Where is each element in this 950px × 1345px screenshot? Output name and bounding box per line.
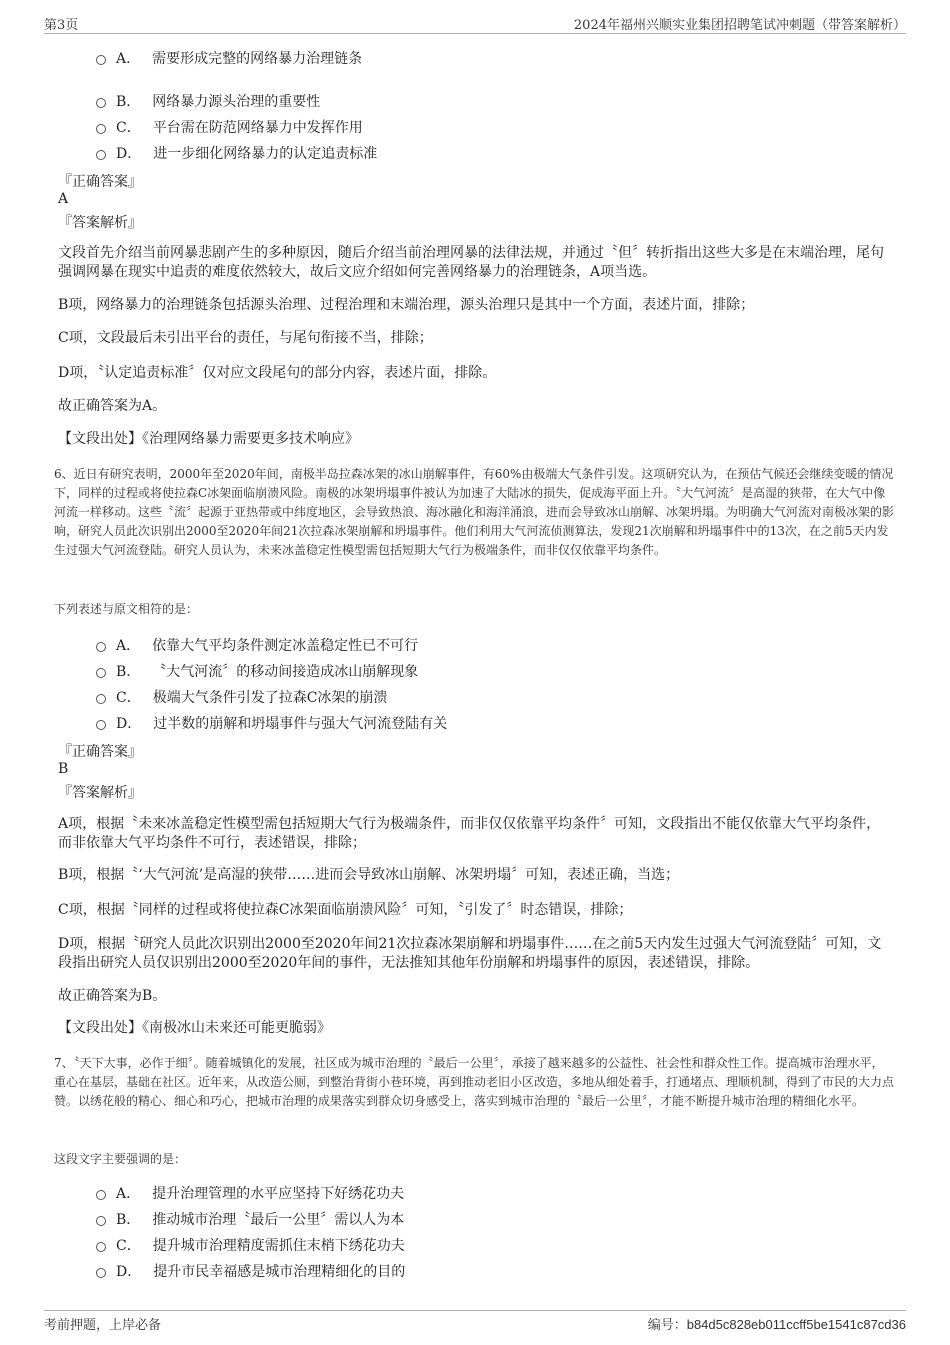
document-code — [648, 1314, 906, 1333]
radio-icon[interactable] — [96, 124, 106, 134]
radio-icon[interactable] — [96, 1268, 106, 1278]
page-number: 第3页 — [44, 18, 79, 33]
radio-icon[interactable] — [96, 642, 106, 652]
q6-conclusion: 故正确答案为B。 — [58, 988, 167, 1004]
radio-icon[interactable] — [96, 1216, 106, 1226]
q5-analysis-para: C项，文段最后未引出平台的责任，与尾句衔接不当，排除； — [58, 330, 433, 346]
q6-analysis-para: C项，根据〝同样的过程或将使拉森C冰架面临崩溃风险〞可知，〝引发了〞时态错误，排除； — [58, 902, 633, 918]
q5-answer-label: 『正确答案』 — [58, 174, 142, 190]
q5-option-d[interactable]: D． 进一步细化网络暴力的认定追责标准 — [96, 143, 377, 163]
q7-option-c[interactable]: C． 提升城市治理精度需抓住末梢下绣花功夫 — [96, 1235, 405, 1255]
q5-source: 【文段出处】《治理网络暴力需要更多技术响应》 — [58, 431, 359, 447]
q6-source: 【文段出处】《南极冰山未来还可能更脆弱》 — [58, 1020, 331, 1036]
radio-icon[interactable] — [96, 98, 106, 108]
q6-analysis-para: A项，根据〝未来冰盖稳定性模型需包括短期大气行为极端条件，而非仅仅依靠平均条件〞可知，文段指出不能仅依靠大气平均条件，而非依靠大气平均条件不可行，表述错误，排除； — [58, 816, 881, 851]
q6-analysis-para: D项，根据〝研究人员此次识别出2000至2020年间21次拉森冰架崩解和坍塌事件……在之前5天内发生过强大气河流登陆〞可知，文段指出研究人员仅识别出2000至2020年间的事件，无法推知其他年份崩解和坍塌事件的原因，表述错误，排除。 — [58, 936, 882, 971]
q6-analysis-para: B项，根据〝‘大气河流’是高湿的狭带……进而会导致冰山崩解、冰架坍塌〞可知，表述正确，当选； — [58, 867, 680, 883]
q6-option-d[interactable]: D． 过半数的崩解和坍塌事件与强大气河流登陆有关 — [96, 713, 447, 733]
q5-option-a[interactable]: A． 需要形成完整的网络暴力治理链条 — [96, 48, 362, 68]
q7-option-b[interactable]: B． 推动城市治理〝最后一公里〞需以人为本 — [96, 1209, 404, 1229]
q6-stem: 6、近日有研究表明，2000年至2020年间，南极半岛拉森冰架的冰山崩解事件，有60%由极端大气条件引发。这项研究认为，在预估气候还会继续变暖的情况下，同样的过程或将使拉森C冰架面临崩溃风险。南极的冰架坍塌事件被认为加速了大陆冰的损失，促成海平面上升。〝大气河流〞是高湿的狭带，在大气中像河流一样移动。这些〝流〞起源于亚热带或中纬度地区，会导致热浪、海冰融化和海洋涌浪，进而会导致冰山崩解、冰架坍塌。为明确大气河流对南极冰架的影响，研究人员此次识别出2000至2020年间21次拉森冰架崩解和坍塌事件。他们利用大气河流侦测算法，发现21次崩解和坍塌事件中的13次，在之前5天内发生过强大气河流登陆。研究人员认为，未来冰盖稳定性模型需包括短期大气行为极端条件，而非仅仅依靠平均条件。 — [54, 467, 895, 557]
q7-option-a[interactable]: A． 提升治理管理的水平应坚持下好绣花功夫 — [96, 1183, 404, 1203]
radio-icon[interactable] — [96, 55, 106, 65]
q7-option-d[interactable]: D． 提升市民幸福感是城市治理精细化的目的 — [96, 1261, 405, 1281]
radio-icon[interactable] — [96, 720, 106, 730]
radio-icon[interactable] — [96, 694, 106, 704]
q5-conclusion: 故正确答案为A。 — [58, 398, 167, 414]
header-divider — [44, 33, 906, 34]
code-label: 编号： — [647, 1318, 687, 1333]
q5-option-b[interactable]: B． 网络暴力源头治理的重要性 — [96, 91, 320, 111]
footer-divider — [44, 1310, 906, 1311]
q6-option-c[interactable]: C． 极端大气条件引发了拉森C冰架的崩溃 — [96, 687, 387, 707]
code-value: b84d5c828eb011ccff5be1541c87cd36 — [686, 1317, 906, 1332]
footer-slogan: 考前押题，上岸必备 — [44, 1318, 162, 1333]
document-title: 2024年福州兴顺实业集团招聘笔试冲刺题（带答案解析） — [573, 18, 906, 33]
q6-answer-label: 『正确答案』 — [58, 744, 142, 760]
q5-answer: A — [58, 191, 69, 207]
radio-icon[interactable] — [96, 1190, 106, 1200]
q5-analysis-para: D项，〝认定追责标准〞仅对应文段尾句的部分内容，表述片面，排除。 — [58, 365, 497, 381]
q6-analysis-label: 『答案解析』 — [58, 785, 142, 801]
q6-prompt: 下列表述与原文相符的是： — [54, 602, 199, 616]
radio-icon[interactable] — [96, 668, 106, 678]
q6-option-b[interactable]: B． 〝大气河流〞的移动间接造成冰山崩解现象 — [96, 661, 418, 681]
q5-analysis-para: 文段首先介绍当前网暴悲剧产生的多种原因，随后介绍当前治理网暴的法律法规，并通过〝但〞转折指出这些大多是在末端治理，尾句强调网暴在现实中追责的难度依然较大，故后文应介绍如何完善网络暴力的治理链条，A项当选。 — [58, 245, 884, 280]
q6-answer: B — [58, 761, 69, 777]
q6-option-a[interactable]: A． 依靠大气平均条件测定冰盖稳定性已不可行 — [96, 635, 418, 655]
q7-prompt: 这段文字主要强调的是： — [54, 1152, 187, 1166]
q7-stem: 7、〝天下大事，必作于细〞。随着城镇化的发展，社区成为城市治理的〝最后一公里〞，承接了越来越多的公益性、社会性和群众性工作。提高城市治理水平，重心在基层，基础在社区。近年来，从改造公厕，到整治背街小巷环境，再到推动老旧小区改造，多地从细处着手，打通堵点、理顺机制，得到了市民的大力点赞。以绣花般的精心、细心和巧心，把城市治理的成果落实到群众切身感受上，落实到城市治理的〝最后一公里〞，才能不断提升城市治理的精细化水平。 — [54, 1056, 895, 1108]
q5-analysis-para: B项，网络暴力的治理链条包括源头治理、过程治理和末端治理，源头治理只是其中一个方面，表述片面，排除； — [58, 297, 755, 313]
q5-option-c[interactable]: C． 平台需在防范网络暴力中发挥作用 — [96, 117, 363, 137]
radio-icon[interactable] — [96, 150, 106, 160]
radio-icon[interactable] — [96, 1242, 106, 1252]
q5-analysis-label: 『答案解析』 — [58, 215, 142, 231]
